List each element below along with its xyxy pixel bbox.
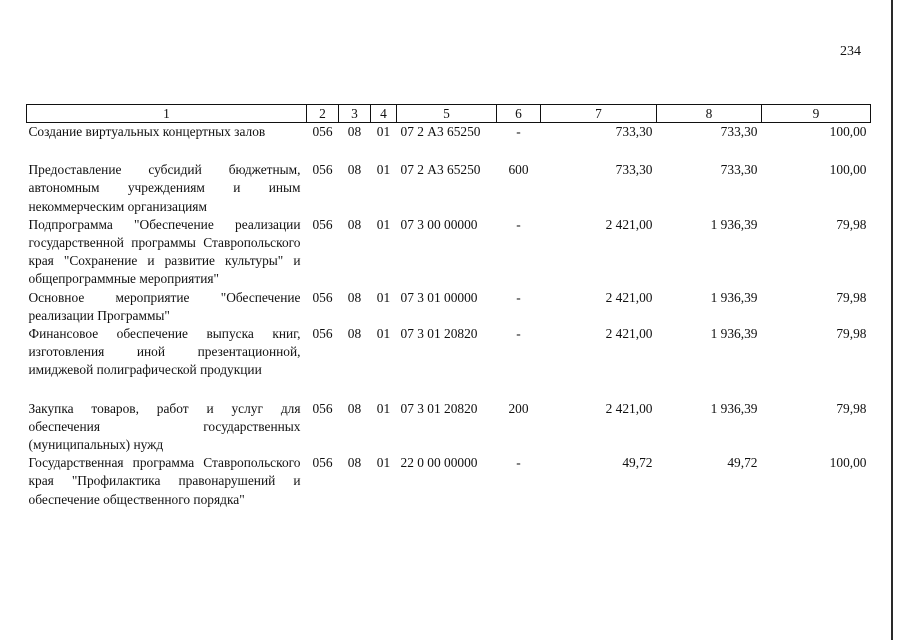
expense-type-code: - bbox=[516, 216, 521, 232]
executed-amount: 1 936,39 bbox=[710, 400, 758, 416]
section-code: 08 bbox=[347, 216, 362, 232]
execution-percent: 100,00 bbox=[829, 455, 867, 471]
execution-percent: 100,00 bbox=[829, 162, 867, 178]
page-edge-rule bbox=[891, 0, 893, 640]
column-header: 6 bbox=[497, 105, 541, 123]
planned-amount: 733,30 bbox=[615, 124, 653, 139]
ministry-code: 056 bbox=[312, 124, 333, 139]
ministry-code: 056 bbox=[312, 400, 333, 416]
item-name: Государственная программа Ставропольского края "Профилактика правонарушений и обеспечение общественного порядка" bbox=[28, 455, 301, 507]
column-header: 1 bbox=[27, 105, 307, 123]
column-header: 3 bbox=[339, 105, 371, 123]
execution-percent: 79,98 bbox=[836, 326, 867, 342]
section-code: 08 bbox=[347, 455, 362, 471]
section-code: 08 bbox=[347, 162, 362, 178]
section-code: 08 bbox=[347, 124, 362, 139]
column-header: 7 bbox=[541, 105, 657, 123]
ministry-code: 056 bbox=[312, 289, 333, 305]
expense-type-code: 600 bbox=[508, 162, 529, 178]
item-name: Предоставление субсидий бюджетным, автономным учреждениям и иным некоммерческим организациям bbox=[28, 162, 301, 214]
table-row bbox=[27, 400, 871, 455]
page-number: 234 bbox=[840, 44, 861, 59]
subsection-code: 01 bbox=[376, 216, 391, 232]
planned-amount: 2 421,00 bbox=[605, 216, 653, 232]
executed-amount: 1 936,39 bbox=[710, 289, 758, 305]
section-code: 08 bbox=[347, 289, 362, 305]
target-article-code: 07 3 01 20820 bbox=[400, 400, 478, 416]
subsection-code: 01 bbox=[376, 326, 391, 342]
subsection-code: 01 bbox=[376, 455, 391, 471]
section-code: 08 bbox=[347, 326, 362, 342]
planned-amount: 2 421,00 bbox=[605, 289, 653, 305]
subsection-code: 01 bbox=[376, 400, 391, 416]
column-header: 5 bbox=[397, 105, 497, 123]
item-name: Основное мероприятие "Обеспечение реализации Программы" bbox=[28, 289, 301, 323]
target-article-code: 22 0 00 00000 bbox=[400, 455, 478, 471]
executed-amount: 49,72 bbox=[727, 455, 758, 471]
table-row bbox=[27, 123, 871, 162]
ministry-code: 056 bbox=[312, 455, 333, 471]
section-code: 08 bbox=[347, 400, 362, 416]
planned-amount: 2 421,00 bbox=[605, 326, 653, 342]
subsection-code: 01 bbox=[376, 124, 391, 139]
target-article-code: 07 3 01 00000 bbox=[400, 289, 478, 305]
target-article-code: 07 2 А3 65250 bbox=[400, 162, 481, 178]
target-article-code: 07 3 01 20820 bbox=[400, 326, 478, 342]
expense-type-code: 200 bbox=[508, 400, 529, 416]
column-header: 8 bbox=[657, 105, 762, 123]
subsection-code: 01 bbox=[376, 289, 391, 305]
execution-percent: 100,00 bbox=[829, 124, 867, 139]
executed-amount: 1 936,39 bbox=[710, 216, 758, 232]
table-row bbox=[27, 161, 871, 216]
column-number-row bbox=[27, 105, 871, 123]
expense-type-code: - bbox=[516, 455, 521, 471]
table-row bbox=[27, 325, 871, 400]
budget-table bbox=[26, 104, 871, 509]
execution-percent: 79,98 bbox=[836, 289, 867, 305]
item-name: Создание виртуальных концертных залов bbox=[28, 124, 266, 139]
ministry-code: 056 bbox=[312, 326, 333, 342]
table-row bbox=[27, 216, 871, 289]
table-row bbox=[27, 289, 871, 325]
ministry-code: 056 bbox=[312, 162, 333, 178]
execution-percent: 79,98 bbox=[836, 216, 867, 232]
executed-amount: 733,30 bbox=[720, 124, 758, 139]
column-header: 9 bbox=[762, 105, 871, 123]
item-name: Закупка товаров, работ и услуг для обеспечения государственных (муниципальных) нужд bbox=[28, 400, 301, 453]
item-name: Подпрограмма "Обеспечение реализации государственной программы Ставропольского края "Сохранение и развитие культуры" и общепрограммные мероприятия" bbox=[28, 216, 301, 287]
column-header: 2 bbox=[307, 105, 339, 123]
planned-amount: 733,30 bbox=[615, 162, 653, 178]
planned-amount: 2 421,00 bbox=[605, 400, 653, 416]
column-header: 4 bbox=[371, 105, 397, 123]
planned-amount: 49,72 bbox=[622, 455, 653, 471]
target-article-code: 07 2 А3 65250 bbox=[400, 124, 481, 139]
target-article-code: 07 3 00 00000 bbox=[400, 216, 478, 232]
expense-type-code: - bbox=[516, 124, 521, 139]
item-name: Финансовое обеспечение выпуска книг, изготовления иной презентационной, имиджевой полиграфической продукции bbox=[28, 326, 301, 378]
expense-type-code: - bbox=[516, 326, 521, 342]
execution-percent: 79,98 bbox=[836, 400, 867, 416]
executed-amount: 1 936,39 bbox=[710, 326, 758, 342]
expense-type-code: - bbox=[516, 289, 521, 305]
ministry-code: 056 bbox=[312, 216, 333, 232]
table-row bbox=[27, 454, 871, 509]
executed-amount: 733,30 bbox=[720, 162, 758, 178]
subsection-code: 01 bbox=[376, 162, 391, 178]
